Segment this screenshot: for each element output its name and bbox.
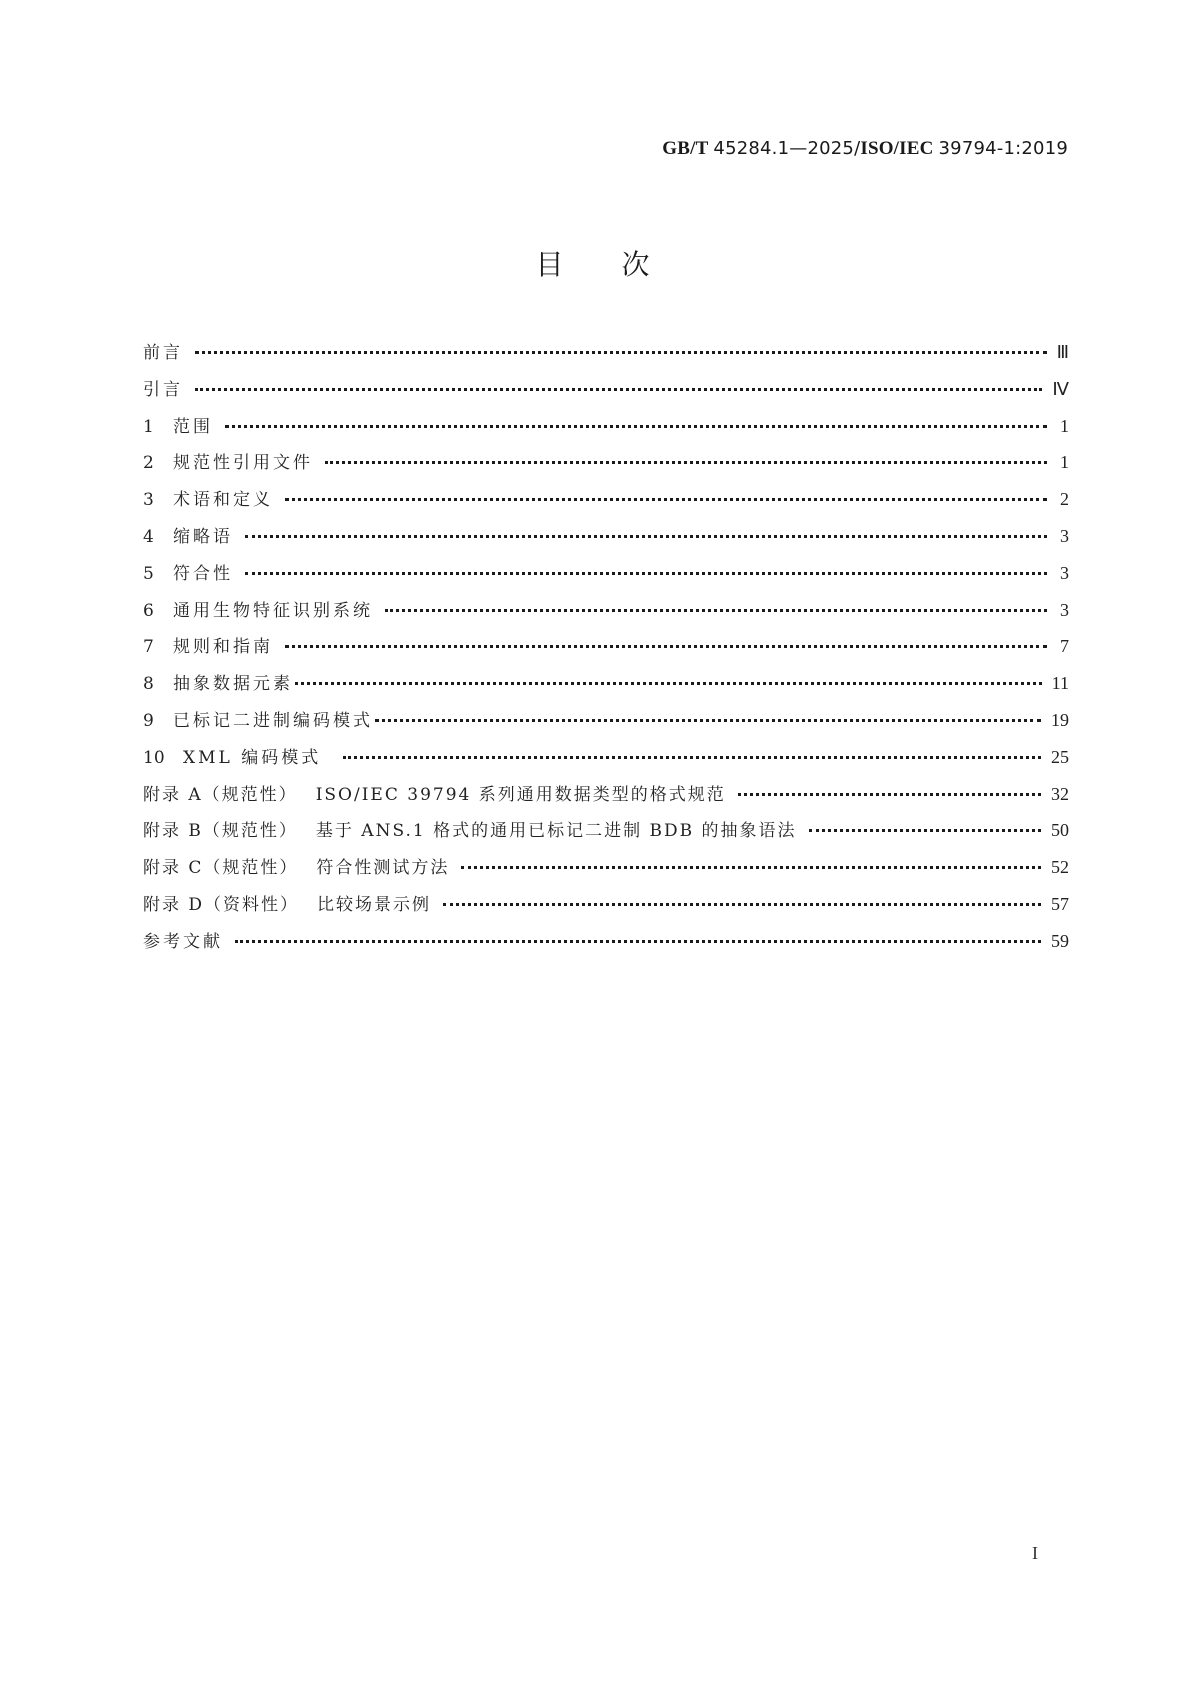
toc-entry-page: 3 <box>1060 599 1069 620</box>
toc-entry-number: 1 <box>143 416 154 437</box>
toc-entry-number: 2 <box>143 453 154 474</box>
toc-entry-label: 比较场景示例 <box>317 894 432 915</box>
toc-annex-label: 附录 D（资料性） <box>143 894 300 915</box>
toc-entry-page: 52 <box>1051 857 1069 878</box>
toc-entry-page: Ⅳ <box>1052 378 1069 399</box>
dot-leader <box>245 534 1047 538</box>
toc-annex-label: 附录 A（规范性） <box>143 784 298 805</box>
dot-leader <box>385 608 1047 612</box>
toc-entry-label: 参考文献 <box>143 931 223 952</box>
toc-entry-foreword[interactable] <box>143 338 1069 375</box>
toc-entry-number: 9 <box>143 710 154 731</box>
toc-annex-label: 附录 B（规范性） <box>143 821 298 842</box>
toc-entry-label: 通用生物特征识别系统 <box>173 600 373 621</box>
toc-entry-terms-definitions[interactable] <box>143 485 1069 522</box>
toc-entry-number: 7 <box>143 637 154 658</box>
iso-code-number: 39794-1:2019 <box>938 138 1068 159</box>
toc-entry-number: 3 <box>143 490 154 511</box>
toc-entry-page: 57 <box>1051 893 1069 914</box>
toc-entry-number: 5 <box>143 563 154 584</box>
dot-leader <box>738 792 1041 796</box>
toc-entry-label: XML 编码模式 <box>183 747 322 768</box>
toc-entry-label: 符合性 <box>173 563 233 584</box>
toc-entry-label: 规范性引用文件 <box>173 453 313 474</box>
toc-entry-label: ISO/IEC 39794 系列通用数据类型的格式规范 <box>315 784 726 805</box>
toc-entry-annex-c[interactable] <box>143 853 1069 890</box>
toc-entry-page: 3 <box>1060 562 1069 583</box>
toc-entry-introduction[interactable] <box>143 375 1069 412</box>
toc-entry-number: 4 <box>143 526 154 547</box>
dot-leader <box>235 939 1041 943</box>
toc-entry-page: 1 <box>1060 415 1069 436</box>
toc-entry-tagged-binary-encoding[interactable] <box>143 706 1069 743</box>
toc-entry-label: 前言 <box>143 343 183 363</box>
toc-entry-rules-guidelines[interactable] <box>143 632 1069 669</box>
toc-entry-normative-references[interactable] <box>143 448 1069 485</box>
dot-leader <box>195 387 1042 391</box>
toc-entry-number: 6 <box>143 600 154 621</box>
dot-leader <box>245 571 1047 575</box>
dot-leader <box>285 644 1047 648</box>
toc-entry-label: 术语和定义 <box>173 490 273 511</box>
toc-entry-page: 25 <box>1051 746 1069 767</box>
iso-code-prefix: ISO/IEC <box>860 138 934 159</box>
page-title: 目次 <box>535 248 708 281</box>
standard-code-prefix: GB/T <box>662 138 709 159</box>
page-number: I <box>1032 1543 1038 1563</box>
toc-entry-conformance[interactable] <box>143 559 1069 596</box>
toc-annex-label: 附录 C（规范性） <box>143 858 299 879</box>
toc-entry-abbreviations[interactable] <box>143 522 1069 559</box>
standard-code-number: 45284.1—2025/ <box>713 138 861 159</box>
toc-entry-number: 10 <box>143 747 165 768</box>
toc-entry-label: 规则和指南 <box>173 637 273 658</box>
toc-entry-page: 50 <box>1051 820 1069 841</box>
dot-leader <box>443 902 1041 906</box>
toc-entry-annex-a[interactable] <box>143 780 1069 817</box>
toc-entry-page: 1 <box>1060 452 1069 473</box>
dot-leader <box>225 424 1047 428</box>
dot-leader <box>343 755 1041 759</box>
toc-entry-page: 7 <box>1060 636 1069 657</box>
toc-entry-label: 已标记二进制编码模式 <box>173 710 373 731</box>
dot-leader <box>285 497 1047 501</box>
dot-leader <box>325 460 1047 464</box>
dot-leader <box>375 718 1041 722</box>
toc-entry-xml-encoding[interactable] <box>143 743 1069 780</box>
toc-entry-page: 3 <box>1060 525 1069 546</box>
toc-entry-annex-b[interactable] <box>143 816 1069 853</box>
toc-entry-abstract-data-elements[interactable] <box>143 669 1069 706</box>
dot-leader <box>195 350 1047 354</box>
toc-entry-bibliography[interactable] <box>143 927 1069 964</box>
toc-entry-label: 范围 <box>173 416 213 437</box>
toc-entry-annex-d[interactable] <box>143 890 1069 927</box>
document-header <box>662 138 1068 160</box>
toc-entry-scope[interactable] <box>143 412 1069 449</box>
toc-entry-number: 8 <box>143 674 154 695</box>
toc-entry-label: 基于 ANS.1 格式的通用已标记二进制 BDB 的抽象语法 <box>315 821 797 842</box>
toc-entry-page: Ⅲ <box>1056 342 1069 362</box>
toc-entry-generic-biometric-system[interactable] <box>143 596 1069 633</box>
toc-entry-label: 缩略语 <box>173 526 233 547</box>
toc-entry-label: 符合性测试方法 <box>316 858 450 879</box>
toc-entry-page: 19 <box>1051 709 1069 730</box>
toc-entry-label: 抽象数据元素 <box>173 674 293 695</box>
toc-entry-page: 32 <box>1051 783 1069 804</box>
toc-entry-label: 引言 <box>143 379 183 400</box>
dot-leader <box>295 681 1042 685</box>
toc-entry-page: 11 <box>1051 673 1069 694</box>
toc-entry-page: 2 <box>1060 489 1069 510</box>
table-of-contents <box>143 338 1069 964</box>
dot-leader <box>809 828 1041 832</box>
dot-leader <box>461 865 1041 869</box>
toc-entry-page: 59 <box>1051 930 1069 951</box>
